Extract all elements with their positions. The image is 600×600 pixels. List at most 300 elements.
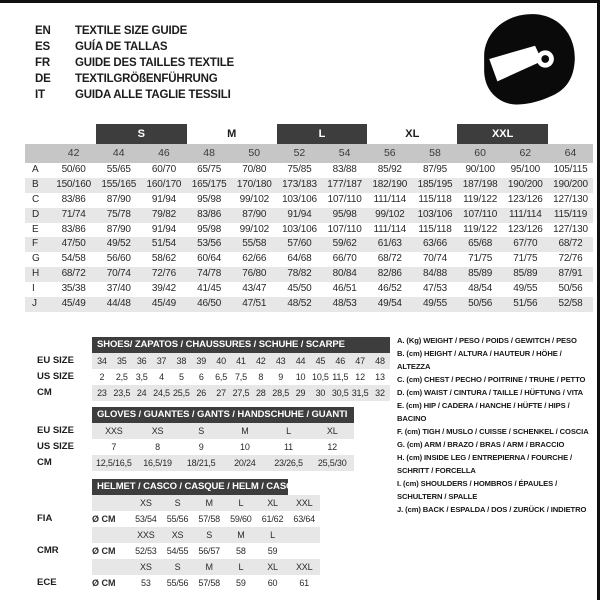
value-cell: L	[270, 530, 275, 540]
value-cell: 160/170	[146, 178, 182, 190]
value-cell: 103/106	[417, 208, 453, 220]
value-cell: 53/56	[197, 238, 222, 250]
value-cell: 72/76	[558, 253, 583, 265]
size-cell: 44	[112, 147, 125, 159]
value-cell: S	[198, 426, 205, 436]
value-cell: 23	[97, 388, 107, 398]
value-cell: 49/55	[513, 283, 538, 295]
value-cell: 12,5/16,5	[95, 458, 132, 468]
value-cell: 12	[355, 372, 365, 382]
value-cell: 9	[278, 372, 284, 382]
language-code: DE	[35, 73, 51, 85]
value-cell: 45/49	[151, 298, 176, 310]
spacer	[37, 337, 92, 353]
value-cell: 103/106	[282, 223, 317, 235]
value-cell: 190/200	[507, 178, 543, 190]
size-group-xl: XL	[405, 128, 420, 140]
value-cell: 123/126	[507, 223, 543, 235]
value-cell: 95/98	[332, 208, 357, 220]
value-cell: 7,5	[234, 372, 247, 382]
row-label: US SIZE	[37, 371, 74, 382]
row-label: EU SIZE	[37, 425, 74, 436]
value-cell: 65/75	[197, 164, 222, 175]
row-label: US SIZE	[37, 441, 74, 452]
value-cell: 59	[267, 546, 278, 556]
value-cell: 50/56	[558, 283, 583, 295]
row-letter: C	[32, 193, 40, 205]
value-cell: 32	[375, 388, 385, 398]
measure-row-f	[25, 237, 593, 252]
shoes-header	[37, 337, 390, 353]
value-cell: 57/58	[198, 514, 220, 524]
value-cell: 47/53	[422, 283, 447, 295]
values-band	[92, 385, 390, 401]
value-cell: 2,5	[115, 372, 128, 382]
size-row	[37, 559, 320, 575]
size-cell: 46	[158, 147, 170, 159]
value-cell: 165/175	[191, 178, 227, 190]
value-cell: XXL	[295, 562, 313, 572]
row-letter: J	[32, 298, 37, 310]
value-cell: 25,5	[173, 388, 190, 398]
size-group-m: M	[227, 128, 237, 140]
row-letter: G	[32, 253, 40, 265]
shoes-section	[37, 337, 390, 401]
size-group-l: L	[277, 124, 367, 144]
value-cell: 87/91	[558, 268, 583, 280]
value-cell: 111/114	[509, 208, 542, 220]
value-cell: 49/52	[106, 238, 131, 250]
value-cell: 12	[327, 442, 337, 452]
value-cell: 99/102	[375, 208, 405, 220]
value-cell: 39	[196, 356, 207, 366]
language-code: IT	[35, 89, 45, 101]
value-cell: 54/55	[166, 546, 189, 556]
measurement-legend	[397, 334, 591, 516]
legend-item: J. (cm) BACK / ESPALDA / DOS / ZURÜCK / INDIETRO	[397, 505, 587, 514]
value-cell: 46	[335, 356, 346, 366]
value-cell: 80/84	[332, 268, 357, 280]
value-cell: 24,5	[153, 388, 170, 398]
value-cell: XS	[171, 530, 184, 540]
legend-item: B. (cm) HEIGHT / ALTURA / HAUTEUR / HÖHE / ALTEZZA	[397, 349, 562, 371]
size-group-row	[25, 124, 593, 144]
value-cell: 72/76	[151, 268, 176, 280]
values-band	[92, 575, 320, 591]
gloves-header	[37, 407, 354, 423]
value-cell: 123/126	[507, 193, 543, 205]
language-code: ES	[35, 41, 50, 53]
value-cell: 25,5/30	[317, 458, 347, 468]
value-cell: 6	[198, 372, 204, 382]
value-cell: 65/68	[468, 238, 493, 250]
measure-row-a	[25, 163, 593, 178]
value-cell: 36	[136, 356, 147, 366]
value-cell: 30,5	[331, 388, 349, 398]
language-label: TEXTILE SIZE GUIDE	[75, 25, 188, 37]
size-cell: 62	[519, 147, 532, 159]
value-cell: XL	[267, 498, 278, 508]
shoes-rows	[37, 353, 390, 401]
language-row	[35, 87, 234, 103]
measure-row-e	[25, 223, 593, 238]
value-cell: 85/89	[468, 268, 493, 280]
legend-item: H. (cm) INSIDE LEG / ENTREPIERNA / FOURCHE / SCHRITT / FORCELLA	[397, 453, 573, 475]
values-band	[92, 439, 354, 455]
value-cell: 59/62	[332, 238, 357, 250]
language-row	[35, 71, 234, 87]
value-cell: 115/119	[553, 208, 588, 220]
helmet-rows	[37, 495, 320, 591]
legend-item: D. (cm) WAIST / CINTURA / TAILLE / HÜFTUNG / VITA	[397, 388, 584, 397]
helmet-icon	[476, 9, 588, 111]
row-label	[37, 559, 92, 575]
value-cell: 71/75	[513, 253, 538, 265]
value-cell: 87/90	[106, 193, 131, 205]
value-cell: 119/122	[463, 223, 498, 235]
value-cell: S	[174, 498, 181, 508]
language-list	[35, 23, 234, 103]
values-band	[92, 495, 320, 511]
value-cell	[288, 527, 320, 543]
legend-item: F. (cm) TIGH / MUSLO / CUISSE / SCHENKEL / COSCIA	[397, 427, 589, 436]
language-label: GUIDA ALLE TAGLIE TESSILI	[75, 89, 231, 101]
value-cell: 59/60	[230, 514, 252, 524]
row-label: CMR	[37, 545, 59, 556]
row-letter: B	[32, 178, 39, 190]
value-cell: 87/90	[106, 223, 131, 235]
value-cell	[288, 543, 320, 559]
value-cell: 60/64	[197, 253, 222, 265]
size-group-s: S	[96, 124, 186, 144]
value-cell: 5	[178, 372, 184, 382]
value-cell: 62/66	[242, 253, 267, 265]
size-cell: 54	[338, 147, 351, 159]
value-cell: 107/110	[327, 223, 362, 235]
value-cell: 85/89	[513, 268, 538, 280]
value-cell: 8	[155, 442, 160, 452]
size-cell: 60	[474, 147, 486, 159]
row-label: CM	[37, 387, 52, 398]
value-cell: 44/48	[106, 298, 131, 310]
value-cell: 45/50	[287, 283, 312, 295]
value-cell: 187/198	[462, 178, 498, 190]
value-cell: 82/86	[377, 268, 402, 280]
value-cell: 45	[315, 356, 326, 366]
value-cell: 71/75	[468, 253, 493, 265]
value-cell: 31,5	[351, 388, 369, 398]
measure-row-c	[25, 193, 593, 208]
value-cell: 43	[275, 356, 286, 366]
value-cell: 61/63	[377, 238, 402, 250]
value-cell: 4	[159, 372, 164, 382]
value-cell: 50/60	[61, 164, 86, 175]
value-cell: L	[238, 498, 244, 508]
value-cell: XXL	[295, 498, 313, 508]
legend-item: I. (cm) SHOULDERS / HOMBROS / ÉPAULES / SCHULTERN / SPALLE	[397, 479, 558, 501]
value-cell: 60/70	[151, 164, 176, 175]
value-cell: 30	[315, 388, 326, 398]
size-row	[37, 439, 354, 455]
numeric-sizes-row	[25, 144, 593, 163]
size-cell: 58	[429, 147, 441, 159]
value-cell: 83/88	[332, 164, 357, 175]
value-cell: 70/74	[422, 253, 447, 265]
row-letter: I	[32, 283, 35, 295]
measure-row-b	[25, 178, 593, 193]
value-cell: 23/26,5	[274, 458, 303, 468]
value-cell: XS	[140, 562, 152, 572]
value-cell: 71/74	[61, 208, 86, 220]
size-cell: 52	[293, 147, 306, 159]
language-label: GUÍA DE TALLAS	[75, 41, 168, 53]
legend-item: A. (Kg) WEIGHT / PESO / POIDS / GEWITCH / PESO	[397, 336, 577, 345]
value-cell: 55/58	[242, 238, 267, 250]
value-cell: 10	[240, 442, 250, 452]
size-row	[37, 455, 354, 471]
value-cell: 37	[156, 356, 167, 366]
size-row	[37, 369, 390, 385]
value-cell: 68/72	[377, 253, 402, 265]
row-letter: D	[32, 208, 40, 220]
value-cell: 115/118	[418, 223, 452, 235]
value-cell: 7	[111, 442, 117, 452]
values-band	[92, 511, 320, 527]
value-cell: 58/62	[151, 253, 176, 265]
value-cell: 61/62	[261, 514, 284, 524]
value-cell: M	[205, 562, 213, 572]
row-letter: H	[32, 268, 40, 280]
value-cell: 99/102	[239, 193, 269, 205]
size-row	[37, 575, 320, 591]
value-cell: 90/100	[465, 164, 495, 175]
value-cell: L	[286, 426, 291, 436]
size-row	[37, 423, 354, 439]
language-code: FR	[35, 57, 50, 69]
values-band	[92, 527, 320, 543]
helmet-section	[37, 479, 320, 591]
value-cell: 127/130	[553, 223, 588, 235]
row-label	[37, 527, 92, 543]
gloves-title: GLOVES / GUANTES / GANTS / HANDSCHUHE / GUANTI	[92, 407, 354, 423]
legend-item: G. (cm) ARM / BRAZO / BRAS / ARM / BRACCIO	[397, 440, 565, 449]
value-cell: 40	[216, 356, 226, 366]
value-cell: 83/86	[61, 223, 86, 235]
row-label: ECE	[37, 577, 57, 588]
value-cell: 24	[136, 388, 147, 398]
value-cell: 46/52	[377, 283, 402, 295]
main-size-table	[25, 124, 593, 312]
value-cell: 64/68	[287, 253, 312, 265]
value-cell: 50/56	[468, 298, 493, 310]
value-cell: 56/57	[198, 546, 220, 556]
value-cell: 53/54	[135, 514, 157, 524]
value-cell: 185/195	[417, 178, 453, 190]
value-cell: 107/110	[463, 208, 498, 220]
value-cell: 55/56	[166, 514, 189, 524]
value-cell: M	[205, 498, 213, 508]
value-cell: 27,5	[232, 388, 250, 398]
value-cell: 111/114	[373, 193, 407, 205]
value-cell: 27	[216, 388, 226, 398]
value-cell: 75/85	[287, 164, 312, 175]
value-cell: 23,5	[113, 388, 131, 398]
value-cell: 115/118	[418, 193, 452, 205]
row-label: CM	[37, 457, 52, 468]
value-cell: 28	[255, 388, 266, 398]
value-cell: L	[238, 562, 244, 572]
language-code: EN	[35, 25, 51, 37]
value-cell: 10,5	[312, 372, 329, 382]
value-cell: 11,5	[332, 372, 349, 382]
size-cell: 64	[564, 147, 577, 159]
value-cell: 70/74	[106, 268, 131, 280]
value-cell: 11	[284, 442, 293, 452]
value-cell: 57/60	[287, 238, 312, 250]
value-cell: 13	[375, 372, 385, 382]
value-cell: 49/55	[422, 298, 447, 310]
value-cell: XS	[140, 498, 152, 508]
value-cell: M	[241, 426, 249, 436]
value-cell: 190/200	[553, 178, 588, 190]
value-cell: 56/60	[106, 253, 131, 265]
helmet-header	[37, 479, 320, 495]
value-cell: 105/115	[553, 164, 588, 175]
value-cell: 52/53	[135, 546, 157, 556]
measure-row-d	[25, 208, 593, 223]
value-cell: 75/78	[106, 208, 131, 220]
measure-row-g	[25, 252, 593, 267]
value-cell: 16,5/19	[143, 458, 172, 468]
value-cell: 42	[255, 356, 266, 366]
value-cell: 8	[258, 372, 264, 382]
value-cell: 84/88	[422, 268, 447, 280]
value-cell: 29	[295, 388, 306, 398]
value-cell: 78/82	[287, 268, 312, 280]
value-cell: 63/66	[422, 238, 447, 250]
value-cell: 41/45	[197, 283, 222, 295]
value-cell: 51/56	[513, 298, 538, 310]
value-cell: 48/54	[468, 283, 493, 295]
row-letter: E	[32, 223, 39, 235]
value-cell: 95/100	[510, 164, 540, 175]
helmet-title: HELMET / CASCO / CASQUE / HELM / CASCO	[92, 479, 288, 495]
value-cell: 28,5	[272, 388, 290, 398]
size-row	[37, 385, 390, 401]
values-band	[92, 543, 320, 559]
value-cell: 66/70	[332, 253, 357, 265]
value-cell: 46/51	[332, 283, 357, 295]
row-letter: A	[32, 164, 39, 175]
size-row	[37, 353, 390, 369]
value-cell: 127/130	[553, 193, 588, 205]
value-cell: S	[206, 530, 213, 540]
value-cell: 34	[97, 356, 107, 366]
value-cell: 155/165	[101, 178, 137, 190]
value-cell: 49/54	[377, 298, 402, 310]
value-cell: 20/24	[234, 458, 256, 468]
measure-row-j	[25, 297, 593, 312]
row-label	[37, 495, 92, 511]
gloves-rows	[37, 423, 354, 471]
spacer	[37, 479, 92, 495]
value-cell: 9	[198, 442, 204, 452]
value-cell: 111/114	[373, 223, 407, 235]
value-cell: XXS	[105, 426, 123, 436]
size-row	[37, 527, 320, 543]
value-cell: XXS	[137, 530, 155, 540]
value-cell: 47/51	[242, 298, 267, 310]
diameter-label: Ø CM	[92, 514, 116, 524]
value-cell: 99/102	[239, 223, 269, 235]
row-label: FIA	[37, 513, 53, 524]
values-band	[92, 369, 390, 385]
value-cell: 76/80	[242, 268, 267, 280]
value-cell: M	[237, 530, 245, 540]
legend-item: E. (cm) HIP / CADERA / HANCHE / HÜFTE / HIPS / BACINO	[397, 401, 570, 423]
diameter-label	[92, 527, 130, 543]
gloves-section	[37, 407, 354, 471]
value-cell: 177/187	[327, 178, 362, 190]
value-cell: 68/72	[558, 238, 583, 250]
value-cell: 173/183	[282, 178, 317, 190]
value-cell: XS	[151, 426, 164, 436]
value-cell: 95/98	[197, 223, 222, 235]
language-label: GUIDE DES TAILLES TEXTILE	[75, 57, 234, 69]
value-cell: 53	[141, 578, 151, 588]
values-band	[92, 455, 354, 471]
value-cell: 35	[116, 356, 127, 366]
value-cell: 26	[196, 388, 207, 398]
value-cell: 103/106	[282, 193, 317, 205]
value-cell: 55/65	[106, 164, 131, 175]
value-cell: 74/78	[197, 268, 222, 280]
value-cell: 107/110	[327, 193, 362, 205]
legend-item: C. (cm) CHEST / PECHO / POITRINE / TRUHE / PETTO	[397, 375, 586, 384]
value-cell: XL	[267, 562, 278, 572]
value-cell: XL	[326, 426, 338, 436]
value-cell: 47/50	[61, 238, 86, 250]
value-cell: 10	[295, 372, 306, 382]
size-cell: 56	[383, 147, 396, 159]
value-cell: 44	[295, 356, 306, 366]
value-cell: 48/53	[332, 298, 357, 310]
language-label: TEXTILGRÖßENFÜHRUNG	[75, 73, 218, 85]
value-cell: 182/190	[372, 178, 408, 190]
row-letter: F	[32, 238, 38, 250]
value-cell: 87/90	[242, 208, 267, 220]
value-cell: 91/94	[151, 223, 176, 235]
size-row	[37, 543, 320, 559]
measure-row-h	[25, 267, 593, 282]
value-cell: 6,5	[215, 372, 228, 382]
value-cell: 43/47	[242, 283, 267, 295]
value-cell: 3,5	[135, 372, 148, 382]
value-cell: 67/70	[513, 238, 538, 250]
value-cell: 91/94	[151, 193, 176, 205]
diameter-label	[92, 559, 130, 575]
language-row	[35, 39, 234, 55]
value-cell: 46/50	[197, 298, 222, 310]
value-cell: 48/52	[287, 298, 312, 310]
value-cell: S	[174, 562, 181, 572]
value-cell: 18/21,5	[186, 458, 216, 468]
size-cell: 48	[203, 147, 215, 159]
language-row	[35, 23, 234, 39]
spacer	[37, 407, 92, 423]
value-cell: 59	[236, 578, 246, 588]
value-cell: 2	[99, 372, 105, 382]
